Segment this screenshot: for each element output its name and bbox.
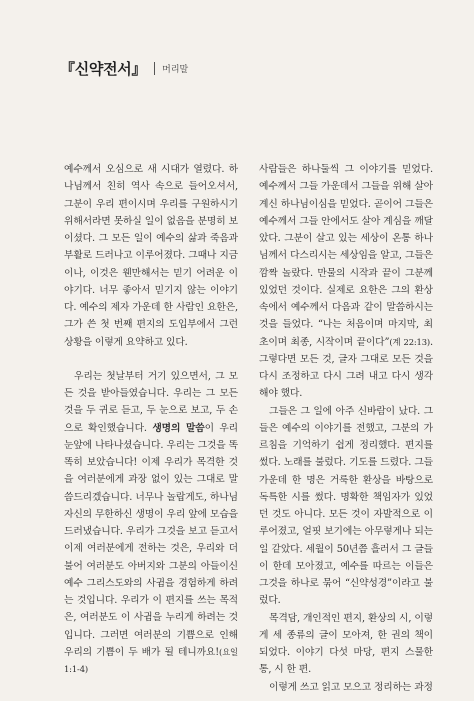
right-p1-reference: (계 22:13) xyxy=(389,336,431,347)
quote-text-a: 우리는 첫날부터 거기 있으면서, 그 모든 것을 받아들였습니다. 우리는 그 모든 것을 두 귀로 듣고, 두 눈으로 보고, 두 손으로 확인했습니다. xyxy=(64,370,238,434)
right-paragraph-4: 이렇게 쓰고 읽고 모으고 정리하는 과정 xyxy=(269,681,433,693)
book-title: 『신약전서』 xyxy=(60,60,147,78)
quote-bold-phrase: 생명의 말씀 xyxy=(152,422,205,434)
right-p1-text-a: 사람들은 하나둘씩 그 이야기를 믿었다. 예수께서 그들 가운데서 그들을 위해 살아 계신 하나님이심을 믿었다. 곧이어 그들은 예수께서 그들 안에서도 살아 계심을 깨달았다. 그분이 살고 있는 세상이 온통 하나님께서 다스리시는 세상임을 알고, 그들은 깜짝 놀랐다. 만물의 시작과 끝이 그분께 있었던 것이다. 실제로 요한은 그의 환상 속에서 예수께서 다음과 같이 말씀하시는 것을 들었다. “나는 처음이며 마지막, 최초이며 최종, 시작이며 끝이다” xyxy=(259,164,433,348)
left-column xyxy=(64,161,238,678)
right-paragraph-2: 그들은 그 일에 아주 신바람이 났다. 그들은 예수의 이야기를 전했고, 그분의 가르침을 기억하기 쉽게 정리했다. 편지를 썼다. 노래를 불렀다. 기도를 드렸다. 그들 가운데 한 명은 거룩한 환상을 바탕으로 독특한 시를 썼다. 명확한 책임자가 있었던 것도 아니다. 모든 것이 자발적으로 이루어졌고, 얼핏 보기에는 아무렇게나 되는 일 같았다. 세월이 50년쯤 흘러서 그 글들이 한데 모아졌고, 예수를 따르는 이들은 그것을 하나로 묶어 “신약성경”이라고 불렀다. xyxy=(259,405,433,607)
intro-paragraph: 예수께서 오심으로 새 시대가 열렸다. 하나님께서 친히 역사 속으로 들어오셔서, 그분이 우리 편이시며 우리를 구원하시기 위해서라면 못하실 일이 없음을 분명히 보이셨다. 그 모든 일이 예수의 삶과 죽음과 부활로 드러나고 이루어졌다. 그때나 지금이나, 이것은 웬만해서는 믿기 어려운 이야기다. 너무 좋아서 믿기지 않는 이야기다. 예수의 제자 가운데 한 사람인 요한은, 그가 쓴 첫 번째 편지의 도입부에서 그런 상황을 이렇게 요약하고 있다. xyxy=(64,164,238,348)
page-header xyxy=(60,58,188,79)
right-p1-text-b: . 그렇다면 모든 것, 글자 그대로 모든 것을 다시 조정하고 다시 그려 내고 다시 생각해야 했다. xyxy=(259,336,434,400)
quote-text-b: 이 우리 눈앞에 나타나셨습니다. 우리는 그것을 똑똑히 보았습니다! 이제 우리가 목격한 것을 여러분에게 과장 없이 있는 그대로 말씀드리겠습니다. 너무나 놀랍게도, 하나님 자신의 무한하신 생명이 우리 앞에 모습을 드러냈습니다. 우리가 그것을 보고 듣고서 이제 여러분에게 전하는 것은, 우리와 더불어 여러분도 아버지와 그분의 아들이신 예수 그리스도와의 사귐을 경험하게 하려는 것입니다. 우리가 이 편지를 쓰는 목적은, 여러분도 이 사귐을 누리게 하려는 것입니다. 그러면 여러분의 기쁨으로 인해 우리의 기쁨이 두 배가 될 테니까요! xyxy=(64,422,238,658)
quote-paragraph xyxy=(64,368,238,679)
header-divider xyxy=(154,62,155,75)
right-paragraph-3: 목격담, 개인적인 편지, 환상의 시, 이렇게 세 종류의 글이 모아져, 한 권의 책이 되었다. 이야기 다섯 마당, 편지 스물한 통, 시 한 편. xyxy=(259,612,433,676)
quote-reference: (요일 1:1-4) xyxy=(64,646,238,674)
right-column xyxy=(259,161,433,696)
right-paragraph-1 xyxy=(259,161,433,403)
section-label: 머리말 xyxy=(162,65,189,75)
